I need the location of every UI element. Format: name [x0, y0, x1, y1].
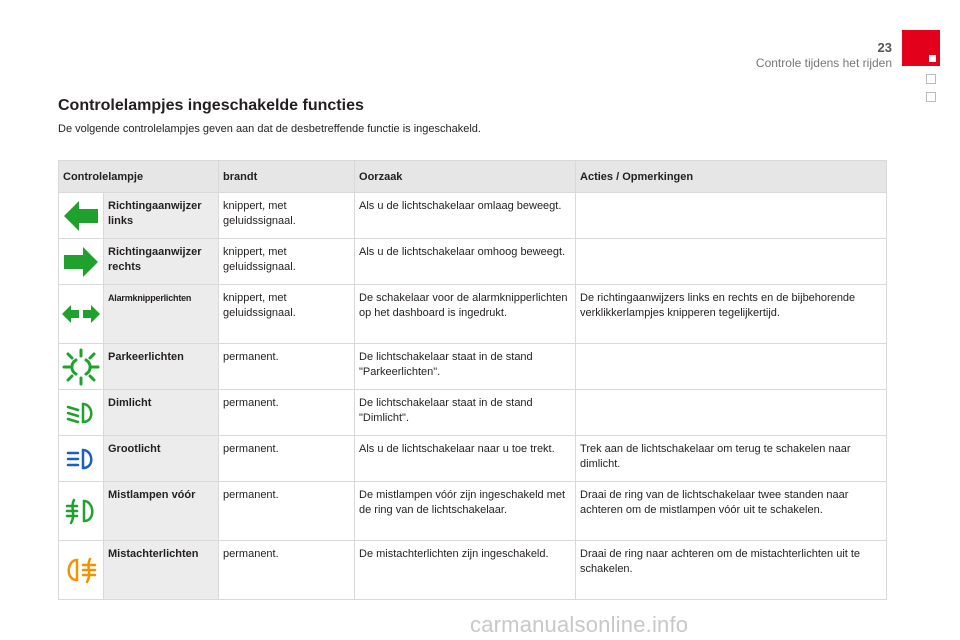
table-row — [59, 285, 887, 344]
lamp-action — [576, 193, 887, 239]
front-fog-lamp-icon — [64, 497, 98, 525]
lamp-cause: Als u de lichtschakelaar naar u toe trekt. — [355, 436, 576, 482]
column-header-lamp: Controlelampje — [59, 161, 219, 193]
intro-text: De volgende controlelampjes geven aan dat de desbetreffende functie is ingeschakeld. — [58, 123, 481, 135]
lamp-state: knippert, met geluidssignaal. — [219, 285, 355, 344]
lamp-action — [576, 390, 887, 436]
section-title: Controle tijdens het rijden — [755, 56, 892, 70]
dipped-beam-icon — [65, 401, 97, 425]
table-row — [59, 239, 887, 285]
chapter-tab-marker — [929, 55, 936, 62]
column-header-action: Acties / Opmerkingen — [576, 161, 887, 193]
lamp-name: Alarmknipperlichten — [104, 285, 219, 344]
table-row — [59, 436, 887, 482]
lamp-name: Mistachterlichten — [104, 541, 219, 600]
lamp-name: Dimlicht — [104, 390, 219, 436]
table-header-row — [59, 161, 887, 193]
rear-fog-lamp-icon — [64, 556, 98, 584]
column-header-state: brandt — [219, 161, 355, 193]
table-row — [59, 541, 887, 600]
table-row — [59, 344, 887, 390]
table-row — [59, 482, 887, 541]
page-number: 23 — [877, 40, 892, 55]
nav-box-2[interactable] — [926, 92, 936, 102]
nav-box-1[interactable] — [926, 74, 936, 84]
lamp-cause: Als u de lichtschakelaar omhoog beweegt. — [355, 239, 576, 285]
table-row — [59, 193, 887, 239]
icon-cell — [59, 390, 104, 436]
icon-cell — [59, 482, 104, 541]
lamp-cause: De mistachterlichten zijn ingeschakeld. — [355, 541, 576, 600]
lamp-state: knippert, met geluidssignaal. — [219, 193, 355, 239]
lamp-action — [576, 239, 887, 285]
main-beam-icon — [65, 447, 97, 471]
lamp-state: permanent. — [219, 344, 355, 390]
lamp-name: Richtingaanwijzer rechts — [104, 239, 219, 285]
right-turn-arrow-icon — [62, 245, 100, 279]
icon-cell — [59, 344, 104, 390]
left-turn-arrow-icon — [62, 199, 100, 233]
page-heading: Controlelampjes ingeschakelde functies — [58, 97, 364, 114]
lamp-state: permanent. — [219, 436, 355, 482]
chapter-tab[interactable] — [902, 30, 940, 66]
lamp-state: permanent. — [219, 390, 355, 436]
lamp-action: De richtingaanwijzers links en rechts en de bijbehorende verklikkerlampjes knipperen tegelijkertijd. — [576, 285, 887, 344]
icon-cell — [59, 436, 104, 482]
icon-cell — [59, 193, 104, 239]
lamp-action: Draai de ring naar achteren om de mistachterlichten uit te schakelen. — [576, 541, 887, 600]
lamp-cause: De schakelaar voor de alarmknipperlichten op het dashboard is ingedrukt. — [355, 285, 576, 344]
lamp-name: Richtingaanwijzer links — [104, 193, 219, 239]
lamp-cause: Als u de lichtschakelaar omlaag beweegt. — [355, 193, 576, 239]
lamp-name: Grootlicht — [104, 436, 219, 482]
watermark: carmanualsonline.info — [470, 612, 689, 637]
lamp-action: Trek aan de lichtschakelaar om terug te schakelen naar dimlicht. — [576, 436, 887, 482]
lamp-cause: De lichtschakelaar staat in de stand "Parkeerlichten". — [355, 344, 576, 390]
lamp-state: permanent. — [219, 482, 355, 541]
icon-cell — [59, 541, 104, 600]
lamp-state: knippert, met geluidssignaal. — [219, 239, 355, 285]
parking-lights-icon — [62, 348, 100, 386]
table-row — [59, 390, 887, 436]
lamp-action — [576, 344, 887, 390]
hazard-arrows-icon — [61, 303, 101, 325]
lamp-name: Parkeerlichten — [104, 344, 219, 390]
lamp-action: Draai de ring van de lichtschakelaar twee standen naar achteren om de mistlampen vóór uit te schakelen. — [576, 482, 887, 541]
column-header-cause: Oorzaak — [355, 161, 576, 193]
icon-cell — [59, 239, 104, 285]
lamp-name: Mistlampen vóór — [104, 482, 219, 541]
lamp-cause: De mistlampen vóór zijn ingeschakeld met de ring van de lichtschakelaar. — [355, 482, 576, 541]
icon-cell — [59, 285, 104, 344]
lamp-state: permanent. — [219, 541, 355, 600]
lamp-cause: De lichtschakelaar staat in de stand "Dimlicht". — [355, 390, 576, 436]
warning-lamps-table — [58, 160, 887, 600]
